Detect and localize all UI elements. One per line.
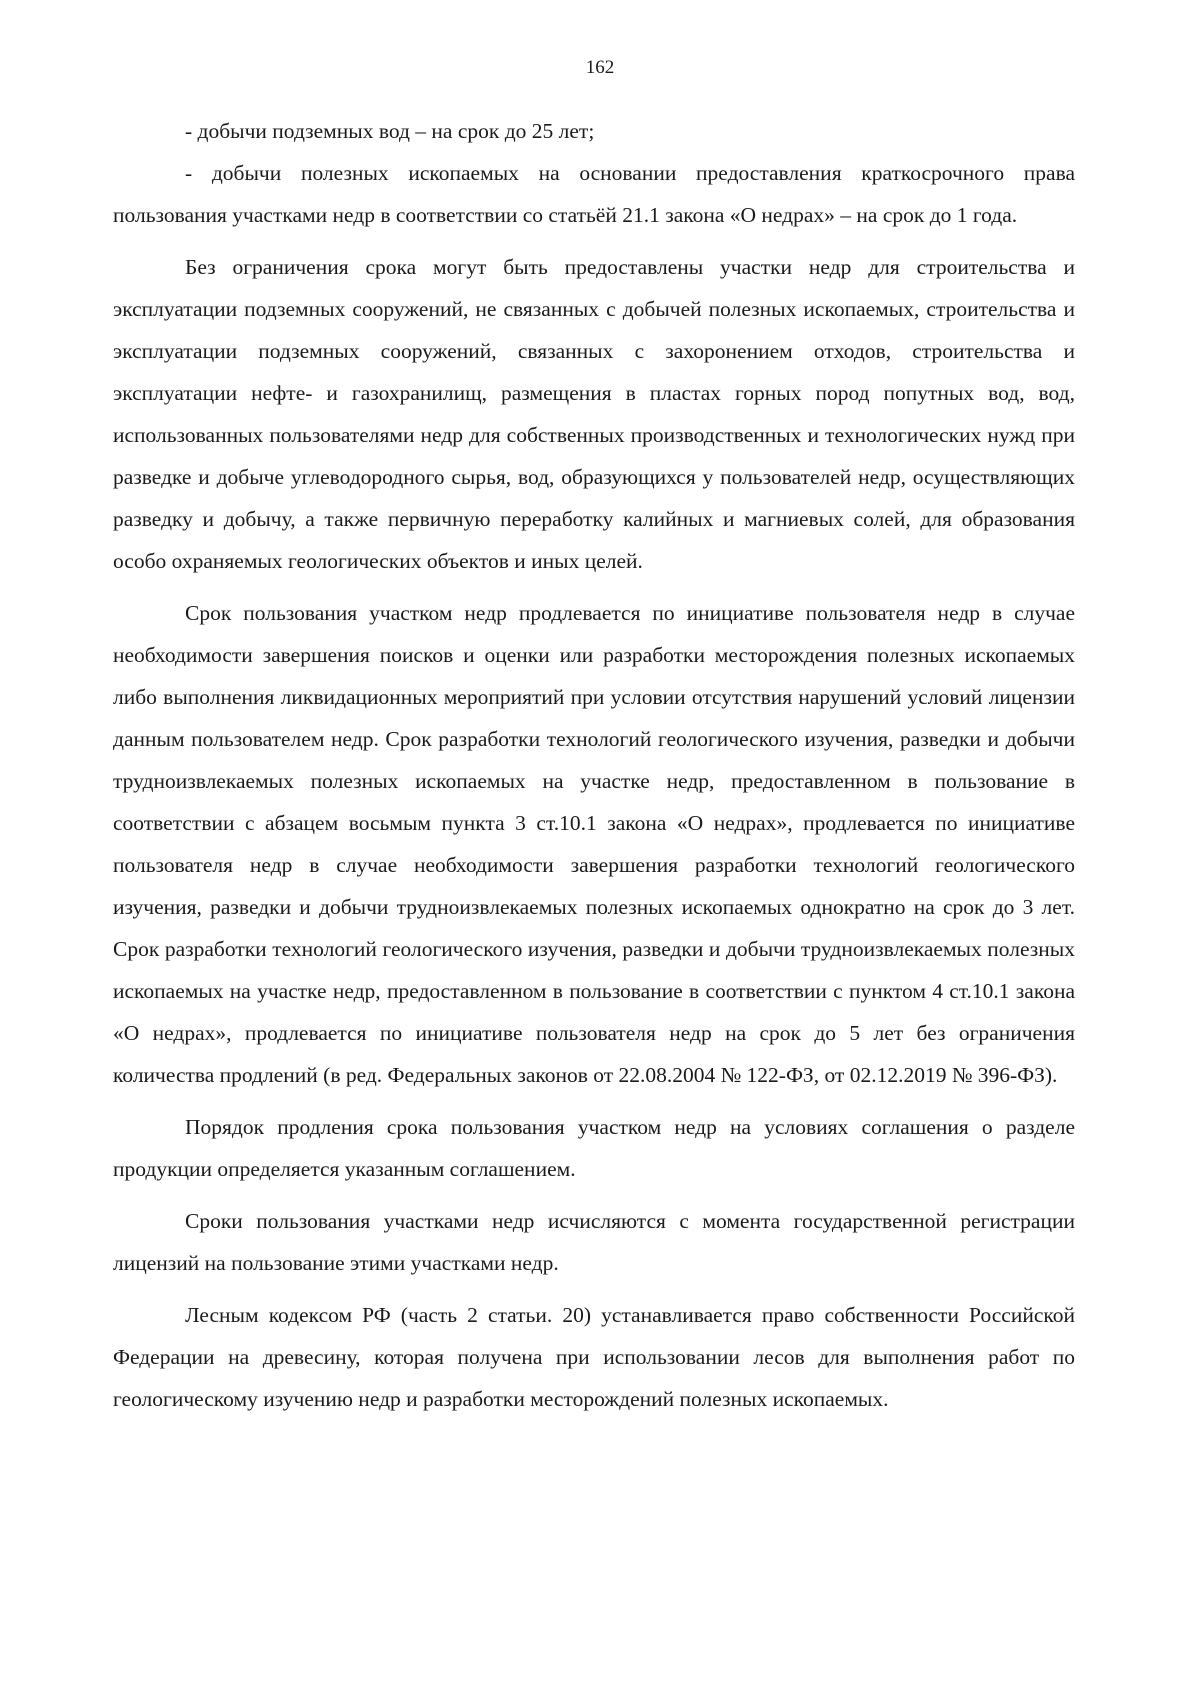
document-body [113, 110, 1075, 1420]
paragraph-forest-code: Лесным кодексом РФ (часть 2 статьи. 20) устанавливается право собственности Российской Федерации на древесину, которая получена при использовании лесов для выполнения работ по геологическому изучению недр и разработки месторождений полезных ископаемых. [113, 1303, 1075, 1411]
paragraph-short-term-right: - добычи полезных ископаемых на основании предоставления краткосрочного права пользования участками недр в соответствии со статьёй 21.1 закона «О недрах» – на срок до 1 года. [113, 161, 1075, 227]
paragraph-groundwater-term: - добычи подземных вод – на срок до 25 лет; [185, 119, 595, 143]
paragraph-term-calculation: Сроки пользования участками недр исчисляются с момента государственной регистрации лицензий на пользование этими участками недр. [113, 1209, 1075, 1275]
paragraph-unlimited-term: Без ограничения срока могут быть предоставлены участки недр для строительства и эксплуатации подземных сооружений, не связанных с добычей полезных ископаемых, строительства и эксплуатации подземных сооружений, связанных с захоронением отходов, строительства и эксплуатации нефте- и газохранилищ, размещения в пластах горных пород попутных вод, вод, использованных пользователями недр для собственных производственных и технологических нужд при разведке и добыче углеводородного сырья, вод, образующихся у пользователей недр, осуществляющих разведку и добычу, а также первичную переработку калийных и магниевых солей, для образования особо охраняемых геологических объектов и иных целей. [113, 255, 1075, 573]
paragraph-term-extension: Срок пользования участком недр продлевается по инициативе пользователя недр в случае необходимости завершения поисков и оценки или разработки месторождения полезных ископаемых либо выполнения ликвидационных мероприятий при условии отсутствия нарушений условий лицензии данным пользователем недр. Срок разработки технологий геологического изучения, разведки и добычи трудноизвлекаемых полезных ископаемых на участке недр, предоставленном в пользование в соответствии с абзацем восьмым пункта 3 ст.10.1 закона «О недрах», продлевается по инициативе пользователя недр в случае необходимости завершения разработки технологий геологического изучения, разведки и добычи трудноизвлекаемых полезных ископаемых однократно на срок до 3 лет. Срок разработки технологий геологического изучения, разведки и добычи трудноизвлекаемых полезных ископаемых на участке недр, предоставленном в пользование в соответствии с пунктом 4 ст.10.1 закона «О недрах», продлевается по инициативе пользователя недр на срок до 5 лет без ограничения количества продлений (в ред. Федеральных законов от 22.08.2004 № 122-ФЗ, от 02.12.2019 № 396-ФЗ). [113, 601, 1075, 1087]
paragraph-psa-extension: Порядок продления срока пользования участком недр на условиях соглашения о разделе продукции определяется указанным соглашением. [113, 1115, 1075, 1181]
page-number: 162 [585, 57, 615, 78]
